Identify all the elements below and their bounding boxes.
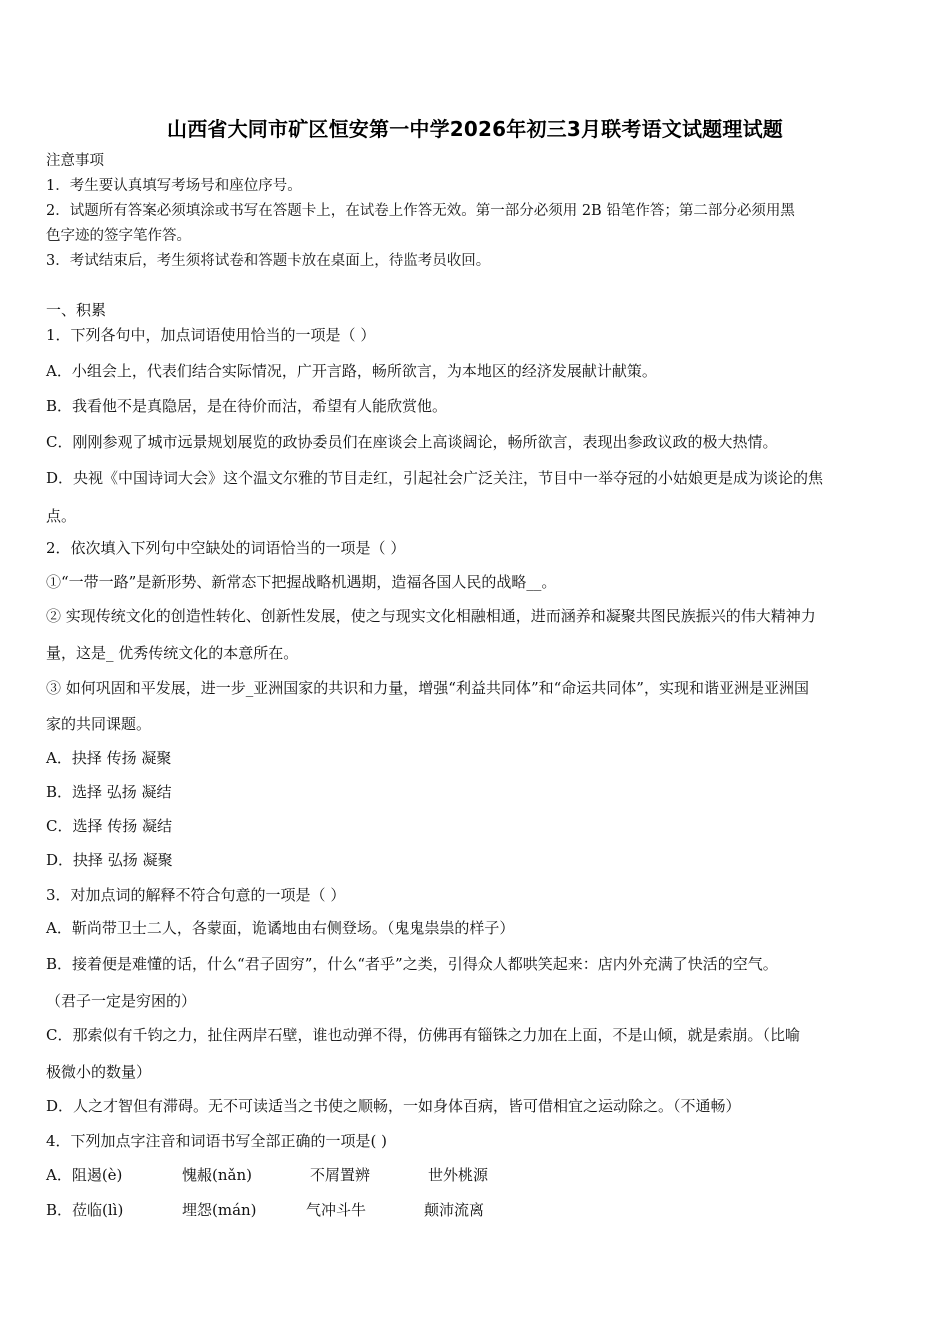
q4-option-b	[46, 1199, 908, 1221]
q4-b-word-3: 气冲斗牛	[306, 1201, 367, 1219]
q4-a-word-4: 世外桃源	[428, 1166, 489, 1184]
q3-option-b: B．接着便是难懂的话，什么“君子固穷”，什么“者乎”之类，引得众人都哄笑起来：店内外充满了快活的空气。	[46, 955, 778, 973]
q1-option-a: A．小组会上，代表们结合实际情况，广开言路，畅所欲言，为本地区的经济发展献计献策。	[46, 362, 657, 380]
q1-stem: 1．下列各句中，加点词语使用恰当的一项是（ ）	[46, 326, 376, 344]
q2-sentence-2-cont: 量，这是_ 优秀传统文化的本意所在。	[46, 644, 299, 662]
q4-b-word-1: B．莅临(lì)	[46, 1201, 124, 1219]
q2-sentence-1: ①“一带一路”是新形势、新常态下把握战略机遇期，造福各国人民的战略__。	[46, 573, 557, 591]
notice-heading: 注意事项	[46, 153, 104, 169]
q4-option-a	[46, 1164, 908, 1186]
q2-option-a: A．抉择 传扬 凝聚	[46, 749, 172, 767]
q2-option-b: B．选择 弘扬 凝结	[46, 783, 172, 801]
q4-b-word-4: 颠沛流离	[424, 1201, 485, 1219]
q3-option-c-cont: 极微小的数量）	[46, 1063, 152, 1081]
q4-a-word-3: 不屑置辨	[310, 1166, 371, 1184]
q1-option-d: D．央视《中国诗词大会》这个温文尔雅的节目走红，引起社会广泛关注，节目中一举夺冠的小姑娘更是成为谈论的焦	[46, 469, 824, 487]
q2-option-c: C．选择 传扬 凝结	[46, 817, 173, 835]
q4-stem: 4．下列加点字注音和词语书写全部正确的一项是( )	[46, 1132, 388, 1150]
q2-sentence-3: ③ 如何巩固和平发展，进一步_亚洲国家的共识和力量，增强“利益共同体”和“命运共同体”，实现和谐亚洲是亚洲国	[46, 679, 809, 697]
page-title: 山西省大同市矿区恒安第一中学2026年初三3月联考语文试题理试题	[167, 117, 783, 141]
q3-option-d: D．人之才智但有滞碍。无不可读适当之书使之顺畅，一如身体百病，皆可借相宜之运动除之。（不通畅）	[46, 1097, 741, 1115]
q3-option-b-cont: （君子一定是穷困的）	[46, 992, 197, 1010]
q2-sentence-3-cont: 家的共同课题。	[46, 715, 152, 733]
q3-option-a: A．靳尚带卫士二人，各蒙面，诡谲地由右侧登场。（鬼鬼祟祟的样子）	[46, 919, 515, 937]
q4-b-word-2: 埋怨(mán)	[182, 1201, 257, 1219]
q3-option-c: C．那索似有千钧之力，扯住两岸石壁，谁也动弹不得，仿佛再有锱铢之力加在上面，不是山倾，就是索崩。（比喻	[46, 1026, 800, 1044]
q3-stem: 3．对加点词的解释不符合句意的一项是（ ）	[46, 886, 346, 904]
notice-item-2-cont: 色字迹的签字笔作答。	[46, 228, 191, 244]
notice-item-3: 3．考试结束后，考生须将试卷和答题卡放在桌面上，待监考员收回。	[46, 253, 491, 269]
q4-a-word-1: A．阻遏(è)	[46, 1166, 123, 1184]
q1-option-c: C．刚刚参观了城市远景规划展览的政协委员们在座谈会上高谈阔论，畅所欲言，表现出参政议政的极大热情。	[46, 433, 778, 451]
q2-option-d: D．抉择 弘扬 凝聚	[46, 851, 173, 869]
q1-option-d-cont: 点。	[46, 507, 77, 525]
notice-item-2: 2．试题所有答案必须填涂或书写在答题卡上，在试卷上作答无效。第一部分必须用 2B 铅笔作答；第二部分必须用黑	[46, 203, 795, 219]
q2-stem: 2．依次填入下列句中空缺处的词语恰当的一项是（ ）	[46, 539, 406, 557]
q1-option-b: B．我看他不是真隐居，是在待价而沽，希望有人能欣赏他。	[46, 397, 448, 415]
notice-item-1: 1．考生要认真填写考场号和座位序号。	[46, 178, 302, 194]
section-heading: 一、积累	[46, 301, 107, 319]
q4-a-word-2: 愧赧(nǎn)	[182, 1166, 252, 1184]
q2-sentence-2: ② 实现传统文化的创造性转化、创新性发展，使之与现实文化相融相通，进而涵养和凝聚共图民族振兴的伟大精神力	[46, 607, 816, 625]
